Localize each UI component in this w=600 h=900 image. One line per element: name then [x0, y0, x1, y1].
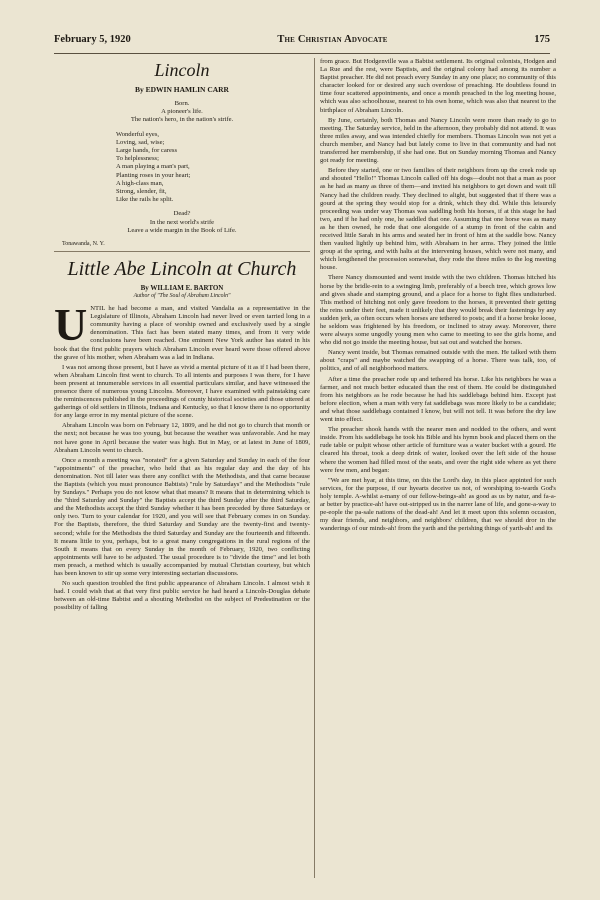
- right-column: [320, 58, 556, 878]
- article-paragraph: Nancy went inside, but Thomas remained outside with the men. He talked with them about "craps" and maybe watched the swapping of a horse. There was talk, too, of politics, and of all neighborhood matters.: [320, 349, 556, 373]
- article-paragraph: from grace. But Hodgenville was a Babtist settlement. Its original colonists, Hodgen and La Rue and the rest, were Baptists, and the original colony had among its number a Baptist preacher. He did not preach every Sunday in any one place; no community of this character looked for or desired any such overdose of preaching. He doubtless found in time four scattered appointments, and once a month preached in the log meeting house, which was also schoolhouse, nearest to his own home, which was also that nearest to the birthplace of Abraham Lincoln.: [320, 58, 556, 114]
- poem-line: The nation's hero, in the nation's strife.: [130, 116, 234, 124]
- article-title: Little Abe Lincoln at Church: [67, 258, 297, 281]
- poem-line: A man playing a man's part,: [116, 163, 190, 171]
- article-paragraph: The preacher shook hands with the nearer men and nodded to the others, and went inside. From his saddlebags he took his Bible and his hymn book and placed them on the rude table or pulpit whose other article of furniture was a water bucket with a gourd. He cleared his throat, took a deep drink of water, looked over the left side of the house where the women had filled most of the seats, and over the right side where as yet there were few men, and began:: [320, 426, 556, 474]
- poem-stanza-1: [54, 100, 310, 125]
- article-paragraph: [54, 299, 310, 362]
- article-paragraph: "We are met hyar, at this time, on this the Lord's day, in this place appinted for such services, for the purpose, if our hyearts deceive us not, of worshiping to-wards God's holy temple. A-whilst a-many of our fellow-beings-ah! as good as us by natur, and fa-a-ar better by practice-ah! have out-stripped us in the narrer lane of life, and gone-a-way to pe-eople the pa-sale nations of the dead-ah! And let it meet upon this solemn occasion, my dear friends, and neighbors, and neighbors' children, that we should dror in the wanderings of our minds-ah! from the yarth and the perishing things of yarth-ah! and its: [320, 476, 556, 533]
- article-paragraph: No such question troubled the first public appearance of Abraham Lincoln. I almost wish it had. I could wish that at that very first public service he had heard a Lincoln-Douglas debate between an old-time Babtist and a shouting Methodist on the subject of Predestination or the possibility of falling: [54, 580, 310, 612]
- paragraph-text: NTIL he had become a man, and visited Vandalia as a representative in the Legislature of Illinois, Abraham Lincoln had never lived or even tarried long in a community having a place of worship owned and exclusively used by a single denomination. This fact has been stated many times, and from it very wide conclusions have been reached. One eminent New York author has stated in his book that the first public prayers which Abraham Lincoln ever heard were those offered above the grave of his mother, when Abraham was a lad in Indiana.: [54, 305, 310, 361]
- section-divider: [54, 251, 310, 252]
- article-paragraph: Before they started, one or two families of their neighbors from up the creek rode up and shouted "Hello!" Thomas Lincoln called off his dogs—doubt not that a man as poor as he had as many as three of them—and invited his neighbors to get down and wait till Nancy had the children ready. They declined to alight, but suggested that if there was a gourd at the spring they would stop for a drink, which they did. While this leisurely proceeding was under way Thomas was saddling both his horses, if at this stage he had two, and if he had only one, he saddled that one. Assuming that one horse was as many as he then owned, he rode that one alongside of a stump in front of the cabin and received little Sarah in his arms and seated her in front of him at the saddle bow. Nancy then vaulted lightly up behind him, with Abraham in her arms. They joined the little group at the spring, and with halts at the intervening houses, which were not many, and which lengthened the procession somewhat, they rode the three miles to the log meeting house.: [320, 167, 556, 272]
- poem-stanza-2: [116, 131, 310, 205]
- article-author-note: Author of "The Soul of Abraham Lincoln": [133, 293, 231, 300]
- poem-line: Strong, slender, fit,: [116, 188, 167, 196]
- page-number: 175: [534, 34, 550, 45]
- poem-place: Tonawanda, N. Y.: [62, 241, 105, 248]
- poem-title: Lincoln: [154, 60, 210, 80]
- magazine-title: The Christian Advocate: [277, 34, 388, 45]
- article-paragraph: By June, certainly, both Thomas and Nancy Lincoln were more than ready to go to meeting. The Saturday service, held in the afternoon, they probably did not attend. It was three miles away, and was intended chiefly for members. Thomas Lincoln was not yet a church member, and Nancy had but lately come to live in that community and had not transferred her membership, if she had one. But on Sunday morning Thomas and Nancy got ready for meeting.: [320, 116, 556, 165]
- poem-line: To helplessness;: [116, 155, 159, 163]
- article-paragraph: After a time the preacher rode up and tethered his horse. Like his neighbors he was a farmer, and not much better educated than the rest of them. He could be distinguished from his neighbors as he rode because he had his saddlebags behind him. Except just before election, when a man with very fat saddlebags was more likely to be a candidate; and what those saddlebags contained I know, but will not tell. It was before the dry law went into effect.: [320, 375, 556, 424]
- drop-cap: U: [54, 299, 88, 351]
- poem-line: Dead?: [173, 210, 191, 218]
- article-byline: By WILLIAM E. BARTON: [140, 284, 224, 293]
- poem-line: Planting roses in your heart;: [116, 171, 191, 179]
- poem-line: A high-class man,: [116, 179, 164, 187]
- poem-line: Loving, sad, wise;: [116, 138, 165, 146]
- poem-line: Like the rails he split.: [116, 196, 174, 204]
- column-divider: [314, 58, 315, 878]
- left-column: [54, 58, 310, 878]
- article-paragraph: There Nancy dismounted and went inside with the two children. Thomas hitched his horse by the bridle-rein to a swinging limb, preferably of a beech tree, which grows low and gives shade and stamping ground, and a place for a horse to fight flies undisturbed. This method of hitching not only gave freedom to the horses, it prevented their getting the reins under their feet, made it unlikely that they would break their fastenings by any sudden jerk, as often occurs when horses are tethered to posts; and if a horse broke loose, he seldom was frightened by his freedom, or inclined to stray away. Moreover, there were always some ungodly young men who came to meeting to see the girls home, and who did not go inside the meeting house, but sat out and watched the horses.: [320, 274, 556, 347]
- article-paragraph: I was not among those present, but I have as vivid a mental picture of it as if I had been there, when Abraham Lincoln first went to church. To all intents and purposes I was there, for I have been present at innumerable services in all essential particulars similar, and have witnessed the presence there of numerous young Lincolns. Moreover, I have examined with painstaking care the reminiscences published in the proceedings of county historical societies and those uttered at gatherings of old settlers in Illinois, Indiana and Kentucky, so that I know there is no opportunity for any large error in my mental picture of the scene.: [54, 363, 310, 420]
- issue-date: February 5, 1920: [54, 34, 131, 45]
- poem-byline: By EDWIN HAMLIN CARR: [135, 85, 229, 94]
- poem-stanza-3: [54, 210, 310, 235]
- running-header: [54, 34, 550, 54]
- article-paragraph: Once a month a meeting was "norated" for a given Saturday and Sunday in each of the four "appointments" of the preacher, who held that as his regular day and the day of his denomination. Not till later was there any conflict with the Methodists, and that came because the Baptists (which you must pronounce Babtists) "rule by Saturdays" and the Methodists "rule by Sundays." Perhaps you do not know what that means? It means that in determining which is the "third Saturday and Sunday" the Baptists accept the third Sunday after the third Saturday, and the Methodists accept the third Sunday whether it has been preceded by three Saturdays or only two. Turn to your calendar for 1920, and you will see that February comes in on Sunday. For the Baptists, therefore, the third Saturday and Sunday are the twenty-first and twenty-second; while for the Methodists the third Saturday and Sunday are the fourteenth and fifteenth. It means little to you, perhaps, but to a great many congregations in the rural regions of the South it means that on every Sunday in the month of February, 1920, two conflicting appointments will have to be adjusted. The usual procedure is to "divide the time" and let both men preach, a method which is usually accompanied by mutual Christian courtesy, but which has been known to stir up some very interesting sectarian discussions.: [54, 456, 310, 578]
- poem-line: In the next world's strife: [149, 218, 215, 226]
- article-paragraph: Abraham Lincoln was born on February 12, 1809, and he did not go to church that month or the next; not because he was too young, but because the weather was unfavorable. And he may not have gone in April because the water was high. But in May, or at latest in June of 1809, Abraham Lincoln went to church.: [54, 422, 310, 454]
- poem-line: Born.: [174, 100, 190, 107]
- poem-line: Large hands, for caress: [116, 147, 178, 155]
- poem-line: A pioneer's life.: [161, 108, 203, 116]
- poem-line: Wonderful eyes,: [116, 130, 160, 138]
- poem-line: Leave a wide margin in the Book of Life.: [127, 226, 237, 234]
